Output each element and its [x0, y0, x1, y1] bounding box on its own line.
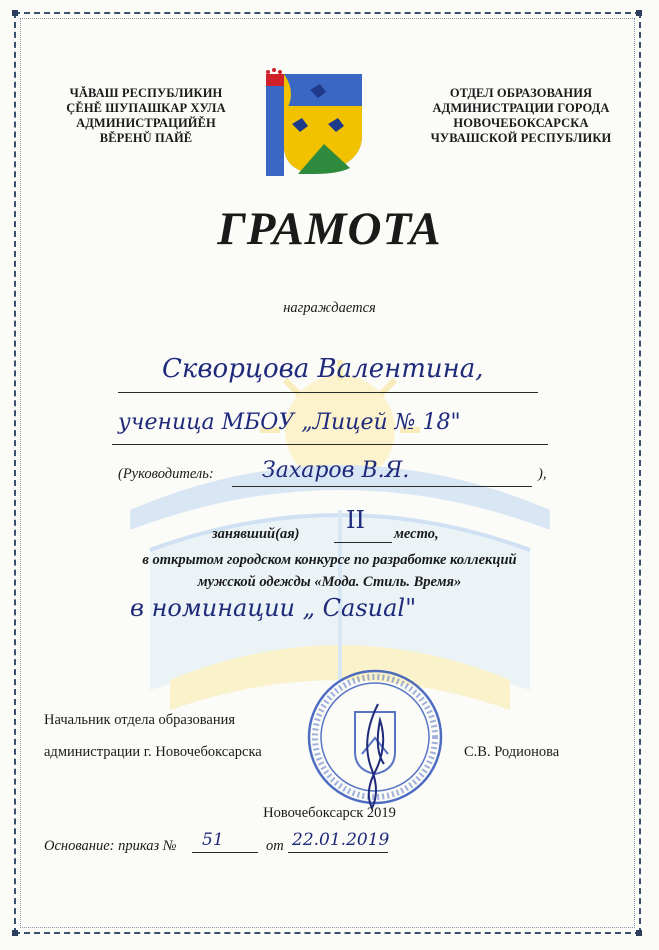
signature: [350, 700, 400, 810]
city-coat-of-arms: [258, 66, 370, 176]
supervisor-underline: [232, 486, 532, 487]
name-underline: [118, 392, 538, 393]
header-left-line: АДМИНИСТРАЦИЙĚН: [76, 116, 216, 130]
contest-line-1: в открытом городском конкурсе по разработке коллекций: [142, 552, 517, 568]
header-right: [414, 86, 628, 146]
date-label: от: [266, 838, 284, 854]
header-left-line: ВĚРЕНŬ ПАЙĚ: [99, 131, 193, 145]
header-left: [52, 86, 240, 146]
recipient-school: ученица МБОУ „Лицей № 18": [118, 410, 461, 435]
order-date-underline: [288, 852, 388, 853]
order-number-underline: [192, 852, 258, 853]
corner-ornament: [12, 930, 18, 936]
order-number: 51: [202, 830, 224, 850]
place-suffix: место,: [394, 526, 439, 542]
place-value: II: [346, 506, 365, 534]
signatory-title-line-1: Начальник отдела образования: [44, 712, 236, 728]
supervisor-label: (Руководитель:: [118, 466, 214, 482]
corner-ornament: [636, 930, 642, 936]
basis-label: Основание: приказ №: [44, 838, 177, 854]
header-left-line: ЧĂВАШ РЕСПУБЛИКИН: [69, 86, 223, 100]
corner-ornament: [12, 10, 18, 16]
nomination: в номинации „ Casual": [130, 594, 417, 622]
awarded-label: награждается: [283, 300, 376, 316]
header-right-line: АДМИНИСТРАЦИИ ГОРОДА: [432, 101, 610, 115]
document-title: ГРАМОТА: [217, 203, 442, 255]
header-right-line: ОТДЕЛ ОБРАЗОВАНИЯ: [449, 86, 593, 100]
recipient-name: Скворцова Валентина,: [162, 354, 484, 384]
city-year: Новочебоксарск 2019: [263, 805, 396, 821]
place-prefix: занявший(ая): [212, 526, 300, 542]
place-underline: [334, 542, 392, 543]
header-left-line: ÇĚНĚ ШУПАШКАР ХУЛА: [66, 101, 226, 115]
supervisor-name: Захаров В.Я.: [262, 458, 410, 483]
supervisor-close: ),: [538, 466, 547, 482]
school-underline: [112, 444, 548, 445]
header-right-line: ЧУВАШСКОЙ РЕСПУБЛИКИ: [430, 131, 612, 145]
order-date: 22.01.2019: [292, 830, 390, 850]
signatory-title-line-2: администрации г. Новочебоксарска: [44, 744, 262, 760]
contest-line-2: мужской одежды «Мода. Стиль. Время»: [197, 574, 462, 590]
corner-ornament: [636, 10, 642, 16]
signatory-name: С.В. Родионова: [464, 744, 560, 760]
header-right-line: НОВОЧЕБОКСАРСКА: [453, 116, 589, 130]
